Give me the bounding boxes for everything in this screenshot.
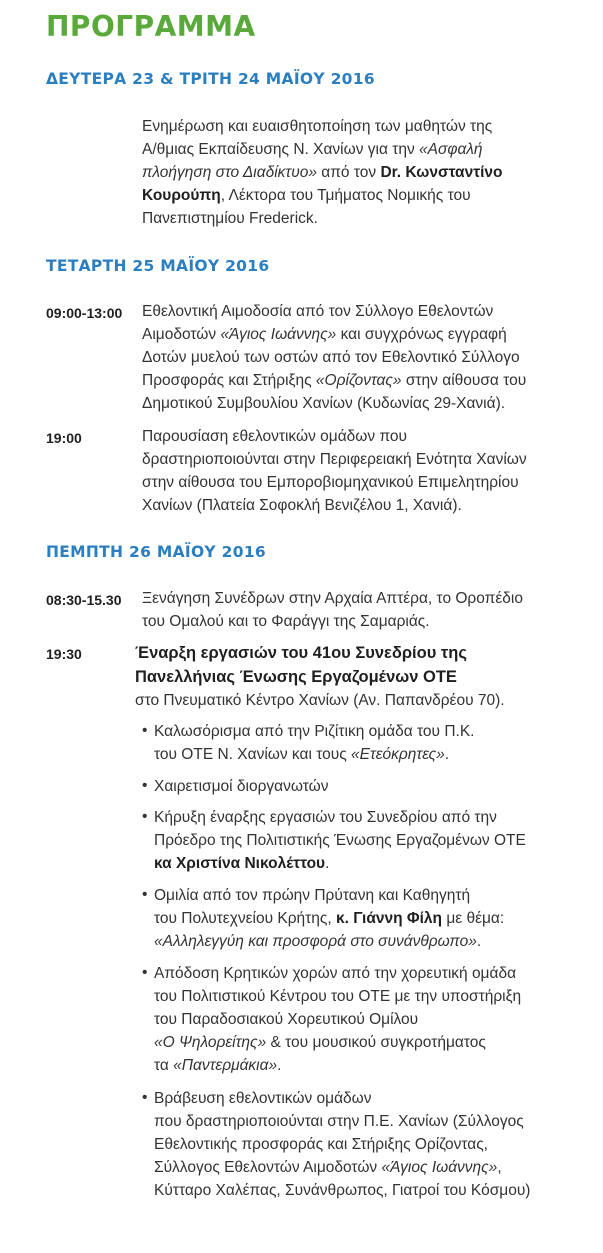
page-title: ΠΡΟΓΡΑΜΜΑ: [46, 10, 256, 43]
text-line: κα Χριστίνα Νικολέττου.: [154, 855, 330, 872]
text-line: Χαιρετισμοί διοργανωτών: [154, 778, 329, 795]
text-line: Βράβευση εθελοντικών ομάδων: [154, 1090, 372, 1107]
bullet-icon: •: [142, 964, 148, 981]
text-line: Κήρυξη έναρξης εργασιών του Συνεδρίου από την: [154, 809, 497, 826]
text-line: Αιμοδοτών «Άγιος Ιωάννης» και συγχρόνως εγγραφή: [142, 326, 507, 343]
event-time: 19:00: [46, 430, 82, 446]
text-line: Δημοτικού Συμβουλίου Χανίων (Κυδωνίας 29-Χανιά).: [142, 395, 506, 412]
text-line: Δοτών μυελού των οστών από τον Εθελοντικό Σύλλογο: [142, 349, 520, 366]
text-line: Παρουσίαση εθελοντικών ομάδων που: [142, 428, 408, 445]
text-line: Ενημέρωση και ευαισθητοποίηση των μαθητών της: [142, 118, 493, 135]
text-line: στην αίθουσα του Εμποροβιομηχανικού Επιμελητηρίου: [142, 474, 519, 491]
text-line: «Ο Ψηλορείτης» & του μουσικού συγκροτήματος: [154, 1034, 486, 1051]
text-line: Εθελοντικής προσφοράς και Στήριξης Ορίζοντας,: [154, 1136, 488, 1153]
text-line: Προσφοράς και Στήριξης «Ορίζοντας» στην αίθουσα του: [142, 372, 527, 389]
text-line: τα «Παντερμάκια».: [154, 1057, 282, 1074]
event-heading: Έναρξη εργασιών του 41ου Συνεδρίου της: [135, 644, 467, 662]
text-line: στο Πνευματικό Κέντρο Χανίων (Αν. Παπανδρέου 70).: [135, 692, 505, 709]
text-line: του Παραδοσιακού Χορευτικού Ομίλου: [154, 1011, 419, 1028]
text-line: Απόδοση Κρητικών χορών από την χορευτική ομάδα: [154, 965, 517, 982]
text-line: Α/θμιας Εκπαίδευσης Ν. Χανίων για την «Ασφαλή: [142, 141, 483, 158]
bullet-icon: •: [142, 808, 148, 825]
text-line: που δραστηριοποιούνται στην Π.Ε. Χανίων (Σύλλογος: [154, 1113, 524, 1130]
text-line: Σύλλογος Εθελοντών Αιμοδοτών «Άγιος Ιωάννης»,: [154, 1159, 502, 1176]
bullet-icon: •: [142, 777, 148, 794]
text-line: του ΟΤΕ Ν. Χανίων και τους «Ετεόκρητες».: [154, 746, 450, 763]
text-line: Πρόεδρο της Πολιτιστικής Ένωσης Εργαζομένων ΟΤΕ: [154, 832, 526, 849]
text-line: Ξενάγηση Συνέδρων στην Αρχαία Απτέρα, το Οροπέδιο: [142, 590, 523, 607]
event-heading: Πανελλήνιας Ένωσης Εργαζομένων ΟΤΕ: [135, 668, 457, 686]
event-time: 09:00-13:00: [46, 305, 123, 321]
bullet-icon: •: [142, 1089, 148, 1106]
text-line: Ομιλία από τον πρώην Πρύτανη και Καθηγητή: [154, 887, 471, 904]
event-time: 19:30: [46, 646, 82, 662]
text-line: του Πολυτεχνείου Κρήτης, κ. Γιάννη Φίλη με θέμα:: [154, 910, 505, 927]
text-line: Χανίων (Πλατεία Σοφοκλή Βενιζέλου 1, Χανιά).: [142, 497, 462, 514]
text-line: Πανεπιστημίου Frederick.: [142, 210, 318, 227]
text-line: δραστηριοποιούνται στην Περιφερειακή Ενότητα Χανίων: [142, 451, 527, 468]
bullet-icon: •: [142, 886, 148, 903]
day-heading-thursday: ΠΕΜΠΤΗ 26 ΜΑΪΟΥ 2016: [46, 543, 266, 561]
text-line: «Αλληλεγγύη και προσφορά στο συνάνθρωπο».: [154, 933, 482, 950]
bullet-icon: •: [142, 722, 148, 739]
text-line: Κουρούπη, Λέκτορα του Τμήματος Νομικής του: [142, 187, 471, 204]
text-line: του Ομαλού και το Φαράγγι της Σαμαριάς.: [142, 613, 430, 630]
day-heading-wednesday: ΤΕΤΑΡΤΗ 25 ΜΑΪΟΥ 2016: [46, 257, 270, 275]
text-line: Καλωσόρισμα από την Ριζίτικη ομάδα του Π.Κ.: [154, 723, 475, 740]
text-line: Κύτταρο Χαλέπας, Συνάνθρωπος, Γιατροί του Κόσμου): [154, 1182, 531, 1199]
text-line: του Πολιτιστικού Κέντρου του ΟΤΕ με την υποστήριξη: [154, 988, 522, 1005]
text-line: Εθελοντική Αιμοδοσία από τον Σύλλογο Εθελοντών: [142, 303, 494, 320]
day-heading-monday-tuesday: ΔΕΥΤΕΡΑ 23 & ΤΡΙΤΗ 24 ΜΑΪΟΥ 2016: [46, 70, 375, 88]
text-line: πλοήγηση στο Διαδίκτυο» από τον Dr. Κωνσταντίνο: [142, 164, 503, 181]
event-time: 08:30-15.30: [46, 592, 122, 608]
